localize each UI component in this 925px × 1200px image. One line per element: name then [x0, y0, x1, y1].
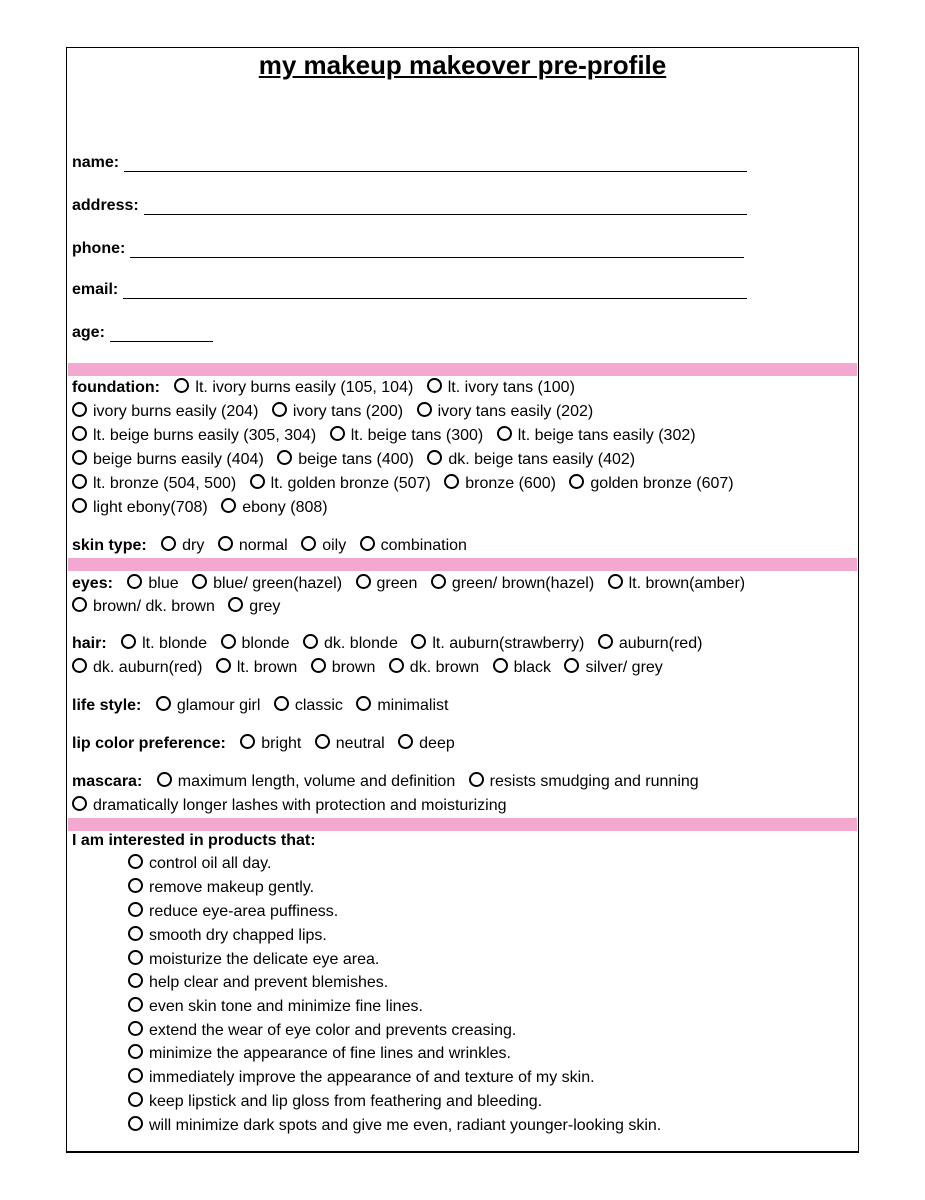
- phone-field[interactable]: [72, 236, 744, 258]
- eyes-option[interactable]: grey: [228, 597, 280, 617]
- interest-option[interactable]: immediately improve the appearance of and texture of my skin.: [128, 1068, 595, 1088]
- radio-icon[interactable]: [356, 574, 371, 589]
- radio-icon[interactable]: [157, 772, 172, 787]
- foundation-option[interactable]: golden bronze (607): [569, 474, 733, 494]
- lip-color-label: lip color preference:: [72, 735, 226, 752]
- radio-icon[interactable]: [301, 536, 316, 551]
- radio-icon[interactable]: [427, 378, 442, 393]
- foundation-option[interactable]: ivory burns easily (204): [72, 402, 258, 422]
- radio-icon[interactable]: [128, 1044, 143, 1059]
- hair-row-2: [72, 658, 672, 678]
- lip-color-row: [72, 734, 464, 754]
- hair-option[interactable]: blonde: [221, 634, 290, 654]
- radio-icon[interactable]: [493, 658, 508, 673]
- address-line[interactable]: [144, 196, 747, 215]
- hair-option[interactable]: black: [493, 658, 551, 678]
- radio-icon[interactable]: [356, 696, 371, 711]
- radio-icon[interactable]: [221, 498, 236, 513]
- foundation-row-6: [72, 498, 337, 518]
- foundation-option[interactable]: lt. beige tans (300): [330, 426, 484, 446]
- foundation-option[interactable]: ivory tans easily (202): [417, 402, 594, 422]
- foundation-option[interactable]: lt. beige tans easily (302): [497, 426, 696, 446]
- eyes-row-1: [72, 574, 754, 594]
- interest-option[interactable]: will minimize dark spots and give me even, radiant younger-looking skin.: [128, 1116, 661, 1136]
- radio-icon[interactable]: [121, 634, 136, 649]
- section-divider: [68, 558, 857, 571]
- page-title: my makeup makeover pre-profile: [258, 50, 667, 80]
- eyes-option[interactable]: lt. brown(amber): [608, 574, 745, 594]
- interest-option[interactable]: keep lipstick and lip gloss from feathering and bleeding.: [128, 1092, 542, 1112]
- radio-icon[interactable]: [221, 634, 236, 649]
- eyes-option[interactable]: blue/ green(hazel): [192, 574, 342, 594]
- radio-icon[interactable]: [127, 574, 142, 589]
- foundation-row-3: [72, 426, 705, 446]
- radio-icon[interactable]: [72, 426, 87, 441]
- interest-option[interactable]: smooth dry chapped lips.: [128, 926, 327, 946]
- foundation-option[interactable]: beige burns easily (404): [72, 450, 264, 470]
- radio-icon[interactable]: [444, 474, 459, 489]
- foundation-option[interactable]: lt. golden bronze (507): [250, 474, 431, 494]
- hair-option[interactable]: auburn(red): [598, 634, 703, 654]
- radio-icon[interactable]: [128, 1092, 143, 1107]
- radio-icon[interactable]: [608, 574, 623, 589]
- hair-option[interactable]: dk. brown: [389, 658, 479, 678]
- radio-icon[interactable]: [330, 426, 345, 441]
- radio-icon[interactable]: [216, 658, 231, 673]
- foundation-option[interactable]: beige tans (400): [277, 450, 414, 470]
- radio-icon[interactable]: [218, 536, 233, 551]
- hair-row-1: [72, 634, 711, 654]
- hair-option[interactable]: dk. auburn(red): [72, 658, 202, 678]
- foundation-label: foundation:: [72, 379, 160, 396]
- radio-icon[interactable]: [128, 926, 143, 941]
- foundation-option[interactable]: ebony (808): [221, 498, 327, 518]
- foundation-option[interactable]: lt. beige burns easily (305, 304): [72, 426, 316, 446]
- radio-icon[interactable]: [192, 574, 207, 589]
- radio-icon[interactable]: [128, 1068, 143, 1083]
- foundation-row-4: [72, 450, 644, 470]
- radio-icon[interactable]: [564, 658, 579, 673]
- eyes-option[interactable]: blue: [127, 574, 178, 594]
- eyes-option[interactable]: green/ brown(hazel): [431, 574, 594, 594]
- skin-type-option[interactable]: oily: [301, 536, 346, 556]
- radio-icon[interactable]: [128, 902, 143, 917]
- interests-heading: I am interested in products that:: [72, 832, 316, 849]
- section-divider: [68, 818, 857, 831]
- foundation-option[interactable]: lt. ivory tans (100): [427, 378, 575, 398]
- radio-icon[interactable]: [72, 474, 87, 489]
- radio-icon[interactable]: [72, 450, 87, 465]
- hair-option[interactable]: dk. blonde: [303, 634, 398, 654]
- foundation-row-2: [72, 402, 602, 422]
- foundation-option[interactable]: lt. ivory burns easily (105, 104): [174, 378, 413, 398]
- radio-icon[interactable]: [417, 402, 432, 417]
- age-line[interactable]: [110, 323, 213, 342]
- radio-icon[interactable]: [431, 574, 446, 589]
- radio-icon[interactable]: [311, 658, 326, 673]
- name-field[interactable]: [72, 150, 747, 172]
- hair-option[interactable]: brown: [311, 658, 376, 678]
- radio-icon[interactable]: [569, 474, 584, 489]
- life-style-option[interactable]: glamour girl: [156, 696, 261, 716]
- eyes-label: eyes:: [72, 575, 113, 592]
- radio-icon[interactable]: [389, 658, 404, 673]
- age-field[interactable]: [72, 320, 213, 342]
- radio-icon[interactable]: [128, 1021, 143, 1036]
- radio-icon[interactable]: [156, 696, 171, 711]
- radio-icon[interactable]: [128, 950, 143, 965]
- mascara-option[interactable]: dramatically longer lashes with protection and moisturizing: [72, 796, 507, 816]
- interest-option[interactable]: control oil all day.: [128, 854, 271, 874]
- foundation-row-5: [72, 474, 743, 494]
- radio-icon[interactable]: [128, 878, 143, 893]
- interest-option[interactable]: extend the wear of eye color and prevents creasing.: [128, 1021, 516, 1041]
- foundation-option[interactable]: light ebony(708): [72, 498, 208, 518]
- email-field[interactable]: [72, 277, 747, 299]
- skin-type-option[interactable]: dry: [161, 536, 204, 556]
- mascara-option[interactable]: resists smudging and running: [469, 772, 699, 792]
- foundation-row-1: [72, 378, 584, 398]
- radio-icon[interactable]: [72, 796, 87, 811]
- radio-icon[interactable]: [240, 734, 255, 749]
- skin-type-label: skin type:: [72, 537, 147, 554]
- life-style-row: [72, 696, 457, 716]
- radio-icon[interactable]: [161, 536, 176, 551]
- interest-option[interactable]: help clear and prevent blemishes.: [128, 973, 388, 993]
- email-line[interactable]: [123, 280, 747, 299]
- eyes-option[interactable]: green: [356, 574, 418, 594]
- radio-icon[interactable]: [128, 1116, 143, 1131]
- radio-icon[interactable]: [315, 734, 330, 749]
- radio-icon[interactable]: [303, 634, 318, 649]
- age-label: age:: [72, 324, 105, 341]
- radio-icon[interactable]: [277, 450, 292, 465]
- mascara-label: mascara:: [72, 773, 143, 790]
- foundation-option[interactable]: dk. beige tans easily (402): [427, 450, 635, 470]
- life-style-option[interactable]: minimalist: [356, 696, 448, 716]
- lip-color-option[interactable]: neutral: [315, 734, 385, 754]
- interest-option[interactable]: reduce eye-area puffiness.: [128, 902, 338, 922]
- radio-icon[interactable]: [427, 450, 442, 465]
- email-label: email:: [72, 281, 119, 298]
- radio-icon[interactable]: [72, 402, 87, 417]
- radio-icon[interactable]: [128, 973, 143, 988]
- hair-option[interactable]: lt. blonde: [121, 634, 207, 654]
- radio-icon[interactable]: [598, 634, 613, 649]
- skin-type-row: [72, 536, 476, 556]
- eyes-row-2: [72, 597, 289, 617]
- name-line[interactable]: [124, 153, 747, 172]
- skin-type-option[interactable]: combination: [360, 536, 467, 556]
- radio-icon[interactable]: [72, 597, 87, 612]
- radio-icon[interactable]: [360, 536, 375, 551]
- hair-option[interactable]: lt. auburn(strawberry): [411, 634, 584, 654]
- phone-label: phone:: [72, 240, 126, 257]
- mascara-row-2: [72, 796, 516, 816]
- foundation-option[interactable]: ivory tans (200): [272, 402, 403, 422]
- interest-option[interactable]: even skin tone and minimize fine lines.: [128, 997, 423, 1017]
- radio-icon[interactable]: [72, 498, 87, 513]
- skin-type-option[interactable]: normal: [218, 536, 288, 556]
- radio-icon[interactable]: [274, 696, 289, 711]
- life-style-label: life style:: [72, 697, 142, 714]
- eyes-option[interactable]: brown/ dk. brown: [72, 597, 215, 617]
- radio-icon[interactable]: [398, 734, 413, 749]
- radio-icon[interactable]: [250, 474, 265, 489]
- mascara-option[interactable]: maximum length, volume and definition: [157, 772, 455, 792]
- interest-option[interactable]: moisturize the delicate eye area.: [128, 950, 379, 970]
- interest-option[interactable]: minimize the appearance of fine lines and wrinkles.: [128, 1044, 511, 1064]
- radio-icon[interactable]: [497, 426, 512, 441]
- radio-icon[interactable]: [72, 658, 87, 673]
- radio-icon[interactable]: [469, 772, 484, 787]
- section-divider: [68, 363, 857, 376]
- mascara-row-1: [72, 772, 708, 792]
- life-style-option[interactable]: classic: [274, 696, 343, 716]
- foundation-option[interactable]: bronze (600): [444, 474, 556, 494]
- radio-icon[interactable]: [411, 634, 426, 649]
- lip-color-option[interactable]: bright: [240, 734, 301, 754]
- hair-option[interactable]: silver/ grey: [564, 658, 662, 678]
- address-field[interactable]: [72, 193, 747, 215]
- radio-icon[interactable]: [128, 997, 143, 1012]
- interest-option[interactable]: remove makeup gently.: [128, 878, 314, 898]
- radio-icon[interactable]: [228, 597, 243, 612]
- phone-line[interactable]: [130, 239, 744, 258]
- radio-icon[interactable]: [174, 378, 189, 393]
- lip-color-option[interactable]: deep: [398, 734, 455, 754]
- hair-option[interactable]: lt. brown: [216, 658, 297, 678]
- address-label: address:: [72, 197, 139, 214]
- radio-icon[interactable]: [128, 854, 143, 869]
- name-label: name:: [72, 154, 120, 171]
- hair-label: hair:: [72, 635, 107, 652]
- foundation-option[interactable]: lt. bronze (504, 500): [72, 474, 236, 494]
- radio-icon[interactable]: [272, 402, 287, 417]
